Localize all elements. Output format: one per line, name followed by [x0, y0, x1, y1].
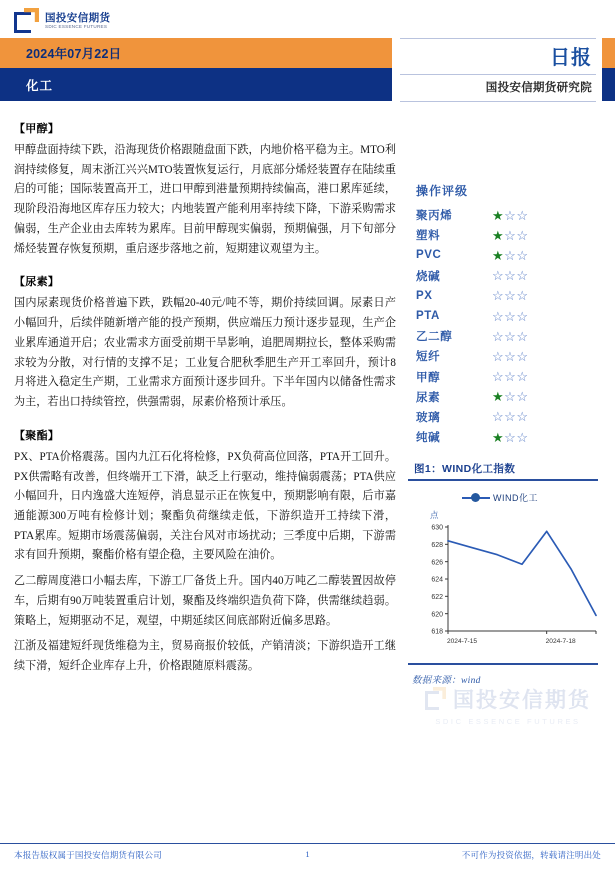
legend-dot-icon [471, 493, 480, 502]
company-logo [14, 8, 110, 34]
chart-caption: 图1：WIND化工指数 [414, 463, 516, 476]
watermark-logo-icon [425, 687, 447, 711]
header-navy-tab [602, 68, 615, 101]
section-title: 【尿素】 [14, 276, 60, 289]
rating-row [404, 225, 604, 245]
rating-row [404, 326, 604, 346]
rating-stars [492, 269, 528, 282]
star-empty-icon: ☆ [504, 227, 517, 243]
sector-bar [0, 68, 392, 101]
star-filled-icon: ★ [492, 429, 505, 445]
rating-product-name: PTA [416, 310, 440, 323]
y-axis-tick-label: 624 [431, 576, 443, 584]
page-footer [0, 843, 615, 866]
y-axis-tick-label: 618 [431, 628, 443, 636]
star-empty-icon: ☆ [516, 348, 529, 364]
article-section [14, 572, 396, 631]
rating-product-name: PX [416, 289, 433, 302]
star-empty-icon: ☆ [516, 247, 529, 263]
y-axis-tick-label: 622 [431, 594, 443, 602]
star-empty-icon: ☆ [492, 308, 505, 324]
y-axis-unit: 点 [430, 510, 439, 521]
chart-divider-bottom [408, 663, 598, 665]
star-empty-icon: ☆ [516, 207, 529, 223]
watermark-text-cn: 国投安信期货 [453, 689, 591, 712]
star-empty-icon: ☆ [492, 369, 505, 385]
rating-product-name: 甲醇 [416, 371, 441, 384]
star-empty-icon: ☆ [516, 268, 529, 284]
sidebar-column [404, 120, 604, 686]
footer-copyright: 本报告版权属于国投安信期货有限公司 [14, 850, 162, 861]
rating-product-name: 烧碱 [416, 270, 441, 283]
section-body: 国内尿素现货价格普遍下跌，跌幅20-40元/吨不等，期价持续回调。尿素日产小幅回升，后续伴随新增产能的投产预期，供应端压力预计逐步显现，生产企业累库通道开启；农业需求方面受前期干旱影响，追肥周期拉长，整体采购需求较为分散，对行情的支撑不足；工业复合肥秋季肥生产开工率回升，预计8月将进入稳定生产期，工业需求方面预计逐步回升。下半年国内以储备性需求为主，若出口持续管控，供强需弱，尿素价格预计承压。 [14, 297, 396, 409]
rating-row [404, 387, 604, 407]
section-body: 乙二醇周度港口小幅去库，下游工厂备货上升。国内40万吨乙二醇装置因故停车，后期有90万吨装置重启计划，聚酯及终端织造负荷下降，供需继续趋弱。策略上，短期驱动不足，观望，中期延续区间底部附近偏多思路。 [14, 575, 396, 627]
chart-area [408, 489, 603, 661]
header-rule-top [400, 38, 596, 39]
star-empty-icon: ☆ [516, 308, 529, 324]
rating-stars [492, 330, 528, 343]
header-orange-tab [602, 38, 615, 68]
section-title: 【甲醇】 [14, 123, 60, 135]
y-axis-tick-label: 630 [431, 524, 443, 532]
star-empty-icon: ☆ [516, 409, 529, 425]
rating-stars [492, 350, 528, 363]
legend-label: WIND化工 [493, 493, 538, 504]
chart-series-line [448, 532, 596, 616]
rating-row [404, 306, 604, 326]
rating-stars [492, 410, 528, 423]
star-empty-icon: ☆ [492, 348, 505, 364]
y-axis-tick-label: 628 [431, 542, 443, 550]
header-right-panel [392, 38, 602, 101]
ratings-title: 操作评级 [416, 184, 469, 198]
star-filled-icon: ★ [492, 389, 505, 405]
institute-name: 国投安信期货研究院 [485, 82, 592, 94]
section-body: 甲醇盘面持续下跌，沿海现货价格跟随盘面下跌，内地价格平稳为主。MTO利润持续修复，周末浙江兴兴MTO装置恢复运行，月底部分烯烃装置存在陆续重启的可能；国际装置高开工，进口甲醇到港量预期持续偏高，港口累库延续，现阶段沿海地区库存压力较大；内地装置产能利用率持续下降，下游采购需求偏弱，生产企业由去库转为累库。目前甲醇现实偏弱，预期偏强，月下旬部分烯烃装置存恢复预期，重启逐步落地之前，短期建议观望为主。 [14, 144, 396, 255]
logo-name-en: SDIC ESSENCE FUTURES [45, 23, 108, 29]
chart-block [404, 461, 604, 686]
star-empty-icon: ☆ [504, 328, 517, 344]
document-type: 日报 [550, 47, 592, 69]
chart-source: 数据来源：wind [412, 675, 481, 686]
article-section [14, 273, 396, 412]
rating-stars [492, 229, 528, 242]
sector-title: 化工 [26, 78, 54, 93]
rating-product-name: 短纤 [416, 351, 441, 364]
rating-product-name: 尿素 [416, 391, 441, 404]
rating-product-name: 乙二醇 [416, 331, 453, 344]
rating-stars [492, 390, 528, 403]
page-header [0, 0, 615, 112]
rating-product-name: 玻璃 [416, 411, 441, 424]
star-empty-icon: ☆ [504, 389, 517, 405]
header-rule-mid [400, 74, 596, 75]
article-column [14, 120, 396, 691]
star-empty-icon: ☆ [504, 207, 517, 223]
star-empty-icon: ☆ [492, 409, 505, 425]
star-empty-icon: ☆ [492, 328, 505, 344]
x-axis-tick-label: 2024-7-15 [446, 638, 478, 646]
rating-product-name: PVC [416, 249, 442, 262]
star-filled-icon: ★ [492, 207, 505, 223]
rating-row [404, 266, 604, 286]
rating-stars [492, 209, 528, 222]
page-watermark [408, 684, 608, 726]
star-filled-icon: ★ [492, 247, 505, 263]
rating-stars [492, 310, 528, 323]
star-empty-icon: ☆ [504, 308, 517, 324]
star-empty-icon: ☆ [516, 369, 529, 385]
star-empty-icon: ☆ [516, 328, 529, 344]
rating-row [404, 346, 604, 366]
y-axis-tick-label: 626 [431, 559, 443, 567]
report-date: 2024年07月22日 [26, 47, 122, 61]
star-empty-icon: ☆ [516, 227, 529, 243]
rating-row [404, 286, 604, 306]
star-empty-icon: ☆ [492, 268, 505, 284]
star-filled-icon: ★ [492, 227, 505, 243]
chart-legend [462, 491, 538, 504]
star-empty-icon: ☆ [504, 429, 517, 445]
article-section [14, 637, 396, 676]
rating-row [404, 407, 604, 427]
rating-row [404, 367, 604, 387]
star-empty-icon: ☆ [504, 247, 517, 263]
y-axis-tick-label: 620 [431, 611, 443, 619]
chart-divider-top [408, 479, 598, 481]
rating-stars [492, 289, 528, 302]
section-body: PX、PTA价格震荡。国内九江石化将检修，PX负荷高位回落，PTA开工回升。PX供需略有改善，但终端开工下滑，缺乏上行驱动，维持偏弱震荡；PTA供应小幅回升，日内逸盛大连短停，消息显示正在恢复中，预期影响有限，后市嘉通能源300万吨有检修计划；聚酯负荷继续走低，下游织造开工持续下滑，PTA累库。短期市场震荡偏弱，关注台风对市场扰动；三季度中后期，下游需求有回升预期，聚酯价格有望企稳，主要风险在油价。 [14, 450, 396, 562]
rating-row [404, 205, 604, 225]
rating-product-name: 塑料 [416, 230, 441, 243]
article-section [14, 120, 396, 259]
logo-mark-icon [14, 8, 40, 34]
footer-disclaimer: 不可作为投资依据，转载请注明出处 [461, 850, 601, 861]
header-rule-bottom [400, 101, 596, 102]
rating-row [404, 245, 604, 265]
star-empty-icon: ☆ [504, 288, 517, 304]
rating-stars [492, 431, 528, 444]
ratings-table [404, 205, 604, 447]
rating-row [404, 427, 604, 447]
star-empty-icon: ☆ [504, 268, 517, 284]
section-title: 【聚酯】 [14, 429, 60, 442]
date-bar [0, 38, 392, 68]
main-content [0, 112, 615, 830]
star-empty-icon: ☆ [504, 409, 517, 425]
rating-product-name: 纯碱 [416, 432, 441, 445]
footer-page-number: 1 [305, 849, 310, 860]
x-axis-tick-label: 2024-7-18 [545, 638, 576, 646]
watermark-text-en: SDIC ESSENCE FUTURES [435, 717, 581, 726]
star-empty-icon: ☆ [516, 288, 529, 304]
star-empty-icon: ☆ [504, 369, 517, 385]
star-empty-icon: ☆ [504, 348, 517, 364]
rating-stars [492, 370, 528, 383]
rating-product-name: 聚丙烯 [416, 210, 453, 223]
star-empty-icon: ☆ [516, 429, 529, 445]
article-section [14, 427, 396, 566]
section-body: 江浙及福建短纤现货维稳为主，贸易商报价较低，产销清淡；下游织造开工继续下滑，短纤企业库存上升，价格跟随原料震荡。 [14, 640, 396, 673]
logo-name-cn: 国投安信期货 [45, 11, 111, 24]
line-chart-svg [408, 519, 603, 659]
star-empty-icon: ☆ [516, 389, 529, 405]
rating-stars [492, 249, 528, 262]
legend-line-icon [462, 497, 490, 499]
star-empty-icon: ☆ [492, 288, 505, 304]
